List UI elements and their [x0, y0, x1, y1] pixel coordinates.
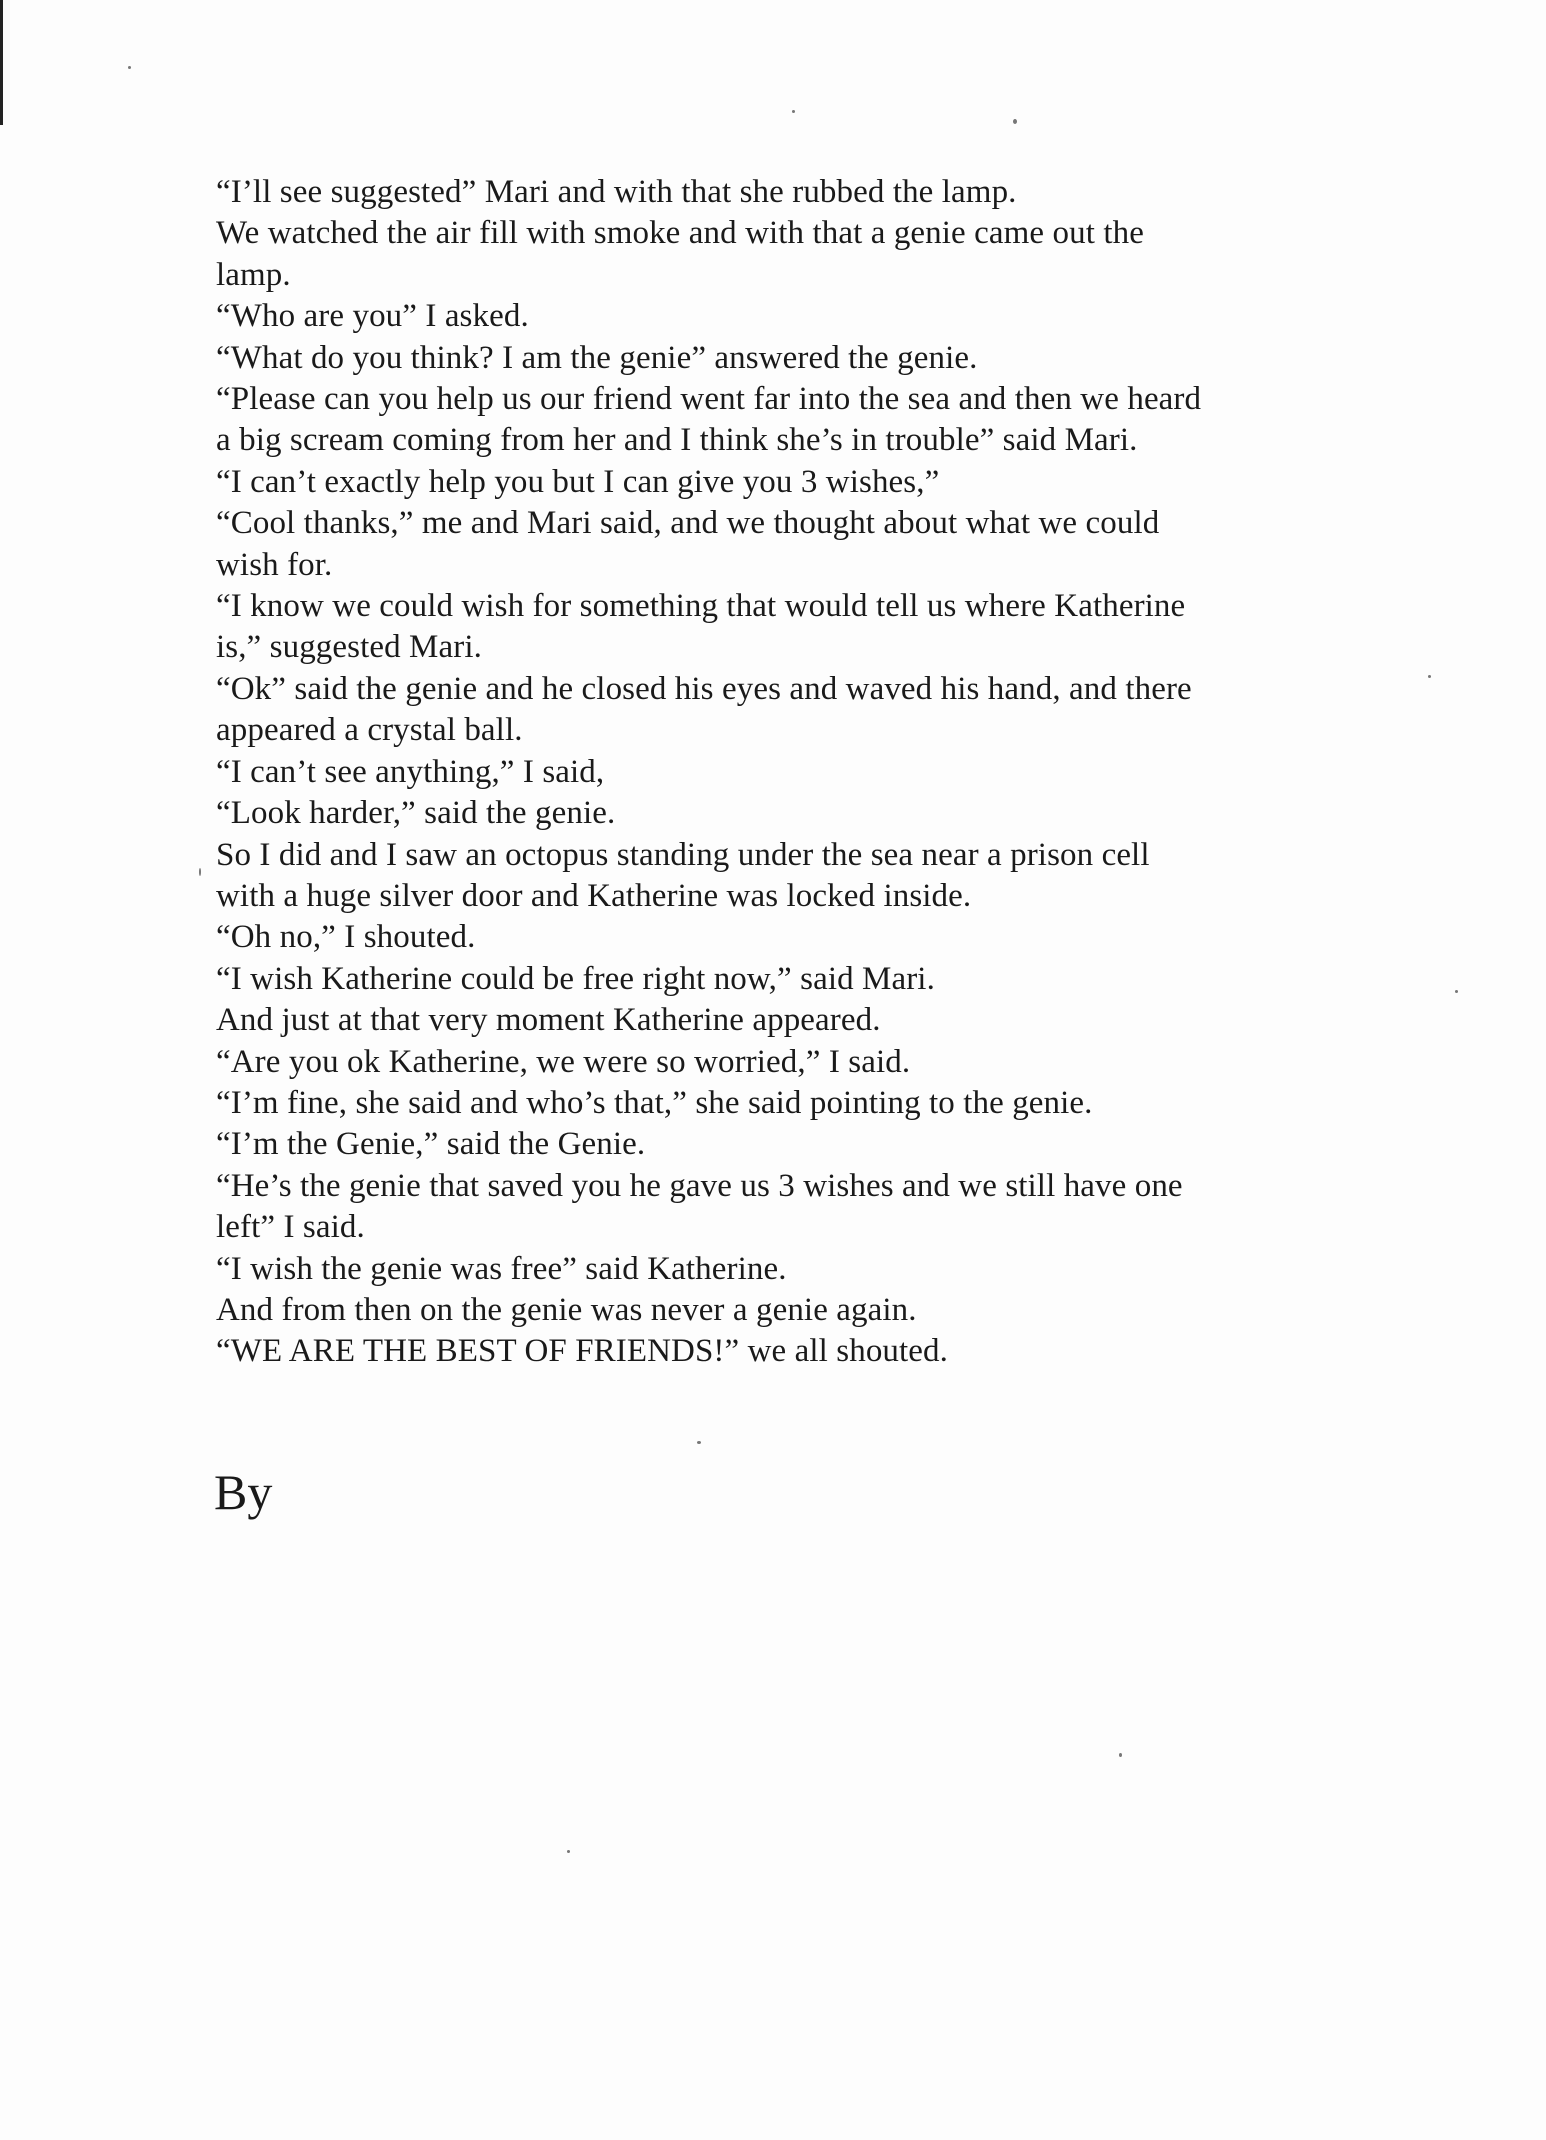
story-line: “I’m fine, she said and who’s that,” she said pointing to the genie.	[216, 1084, 1093, 1121]
story-line: “I wish Katherine could be free right now,” said Mari.	[216, 960, 935, 997]
story-line: “Are you ok Katherine, we were so worried,” I said.	[216, 1043, 911, 1080]
scan-edge-mark	[0, 0, 3, 125]
story-line: lamp.	[216, 256, 291, 293]
story-line: We watched the air fill with smoke and with that a genie came out the	[216, 215, 1144, 252]
scan-speck	[567, 1850, 570, 1853]
scan-speck	[1119, 1753, 1122, 1757]
story-line: wish for.	[216, 546, 333, 583]
story-line: “Please can you help us our friend went far into the sea and then we heard	[216, 381, 1202, 418]
story-line: “I’ll see suggested” Mari and with that she rubbed the lamp.	[216, 174, 1017, 210]
story-line: “I can’t see anything,” I said,	[216, 753, 605, 790]
story-line: “WE ARE THE BEST OF FRIENDS!” we all shouted.	[216, 1333, 948, 1370]
story-line: “Who are you” I asked.	[216, 298, 529, 335]
scan-speck	[792, 110, 795, 113]
story-text	[216, 172, 1346, 1373]
story-line: “Cool thanks,” me and Mari said, and we thought about what we could	[216, 505, 1160, 542]
story-line: “What do you think? I am the genie” answered the genie.	[216, 339, 978, 376]
story-line: is,” suggested Mari.	[216, 629, 482, 666]
story-line: “I’m the Genie,” said the Genie.	[216, 1126, 646, 1163]
scan-speck	[128, 66, 131, 69]
story-line: “Look harder,” said the genie.	[216, 795, 616, 832]
byline: By	[214, 1464, 273, 1520]
story-line: And from then on the genie was never a genie again.	[216, 1291, 917, 1328]
story-line: appeared a crystal ball.	[216, 712, 523, 749]
story-line: “Oh no,” I shouted.	[216, 919, 476, 956]
scan-speck	[1013, 119, 1017, 124]
story-line: with a huge silver door and Katherine was locked inside.	[216, 877, 972, 914]
story-line: “Ok” said the genie and he closed his eyes and waved his hand, and there	[216, 670, 1192, 707]
scan-speck	[1428, 675, 1431, 678]
scan-speck	[697, 1441, 701, 1444]
story-line: And just at that very moment Katherine appeared.	[216, 1002, 881, 1039]
scan-speck	[1455, 990, 1458, 993]
story-line: “I know we could wish for something that would tell us where Katherine	[216, 588, 1186, 625]
story-line: So I did and I saw an octopus standing under the sea near a prison cell	[216, 836, 1150, 873]
scan-speck	[199, 868, 201, 876]
story-line: “I wish the genie was free” said Katherine.	[216, 1250, 787, 1287]
story-line: left” I said.	[216, 1209, 365, 1246]
story-line: “He’s the genie that saved you he gave us 3 wishes and we still have one	[216, 1167, 1183, 1204]
story-line: “I can’t exactly help you but I can give you 3 wishes,”	[216, 463, 940, 500]
story-line: a big scream coming from her and I think she’s in trouble” said Mari.	[216, 422, 1138, 459]
